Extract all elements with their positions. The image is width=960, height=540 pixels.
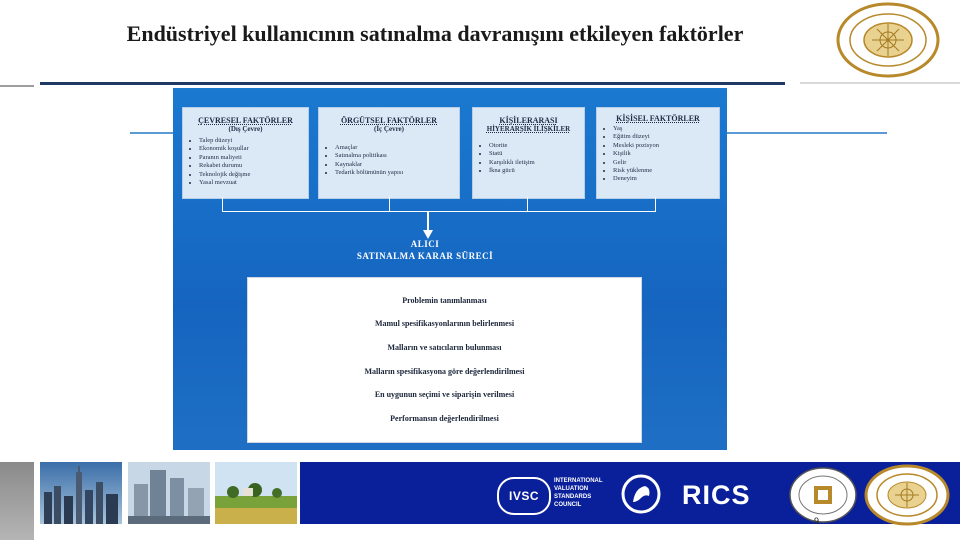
footer-gray-block xyxy=(0,462,34,540)
factor-item: • Kaynaklar xyxy=(335,161,459,169)
factor-item: • Mesleki pozisyon xyxy=(613,142,719,150)
factor-item: • İkna gücü xyxy=(489,167,584,175)
university-seal-logo xyxy=(836,2,940,78)
factor-item: • Kişilik xyxy=(613,150,719,158)
factor-box-environmental xyxy=(182,107,309,199)
factor-item: • Rekabet durumu xyxy=(199,162,308,170)
slide-title: Endüstriyel kullanıcının satınalma davranışını etkileyen faktörler xyxy=(126,21,744,46)
factor-box-organizational xyxy=(318,107,460,199)
factor-item: • Satınalma politikası xyxy=(335,152,459,160)
factor-box-subtitle: (Dış Çevre) xyxy=(228,125,263,133)
connector-down xyxy=(427,212,429,231)
buyer-heading xyxy=(330,238,520,262)
factor-box-personal xyxy=(596,107,720,199)
factor-box-title: ÖRGÜTSEL FAKTÖRLER xyxy=(340,116,438,125)
decision-step: Mamul spesifikasyonlarının belirlenmesi xyxy=(374,319,515,328)
ivsc-line: COUNCIL xyxy=(554,502,582,508)
buyer-subtitle: SATINALMA KARAR SÜRECİ xyxy=(356,251,494,261)
decision-steps-panel xyxy=(247,277,642,443)
connector-horizontal xyxy=(222,211,656,212)
factor-box-title: KİŞİLERARASI xyxy=(499,116,558,125)
factor-item: • Statü xyxy=(489,150,584,158)
decision-step: Problemin tanımlanması xyxy=(402,296,487,305)
decision-step: Performansın değerlendirilmesi xyxy=(390,414,499,423)
left-accent-bar xyxy=(0,85,34,87)
ivsc-line: STANDARDS xyxy=(554,494,592,500)
countryside-photo xyxy=(215,462,297,524)
factor-list xyxy=(191,137,308,187)
factor-item: • Eğitim düzeyi xyxy=(613,133,719,141)
factor-list xyxy=(605,125,719,184)
connector-stub-1 xyxy=(222,197,223,212)
connector-stub-4 xyxy=(655,197,656,212)
factor-item: • Gelir xyxy=(613,159,719,167)
decor-line-left xyxy=(130,132,173,134)
rics-lion-icon xyxy=(621,474,661,514)
factor-item: • Tedarik bölümünün yapısı xyxy=(335,169,459,177)
decision-step: En uygunun seçimi ve siparişin verilmesi xyxy=(374,390,515,399)
partner-seal-logo xyxy=(788,466,858,524)
ivsc-line: VALUATION xyxy=(554,486,589,492)
factor-box-title: KİŞİSEL FAKTÖRLER xyxy=(616,114,700,123)
buyer-title: ALICI xyxy=(410,239,440,249)
factor-item: • Paranın maliyeti xyxy=(199,154,308,162)
factor-list xyxy=(481,142,584,176)
decision-step: Malların spesifikasyona göre değerlendirilmesi xyxy=(364,367,525,376)
factor-item: • Karşılıklı iletişim xyxy=(489,159,584,167)
factor-item: • Deneyim xyxy=(613,175,719,183)
factor-item: • Otorite xyxy=(489,142,584,150)
factor-box-subtitle: HİYERARŞİK İLİŞKİLER xyxy=(486,125,571,133)
factor-box-subtitle: (İç Çevre) xyxy=(374,125,404,133)
decision-step: Malların ve satıcıların bulunması xyxy=(387,343,502,352)
factor-item: • Amaçlar xyxy=(335,144,459,152)
ivsc-name xyxy=(554,477,603,509)
connector-stub-2 xyxy=(389,197,390,212)
ivsc-logo: IVSC xyxy=(497,477,551,515)
factor-item: • Yasal mevzuat xyxy=(199,179,308,187)
title-underline-right xyxy=(800,82,960,84)
connector-stub-3 xyxy=(527,197,528,212)
ivsc-line: INTERNATIONAL xyxy=(554,478,603,484)
factor-item: • Ekonomik koşullar xyxy=(199,145,308,153)
factor-item: • Talep düzeyi xyxy=(199,137,308,145)
office-towers-photo xyxy=(128,462,210,524)
factor-box-interpersonal xyxy=(472,107,585,199)
city-skyline-photo xyxy=(40,462,122,524)
factor-item: • Teknolojik değişme xyxy=(199,171,308,179)
factor-box-title: ÇEVRESEL FAKTÖRLER xyxy=(198,116,293,125)
title-underline xyxy=(40,82,785,85)
decor-line-right xyxy=(727,132,887,134)
page-number: 9 xyxy=(814,516,820,526)
rics-logo: RICS xyxy=(682,480,751,510)
factor-item: • Yaş xyxy=(613,125,719,133)
factor-list xyxy=(327,144,459,178)
university-seal-footer-logo xyxy=(864,464,950,526)
factor-item: • Risk yüklenme xyxy=(613,167,719,175)
